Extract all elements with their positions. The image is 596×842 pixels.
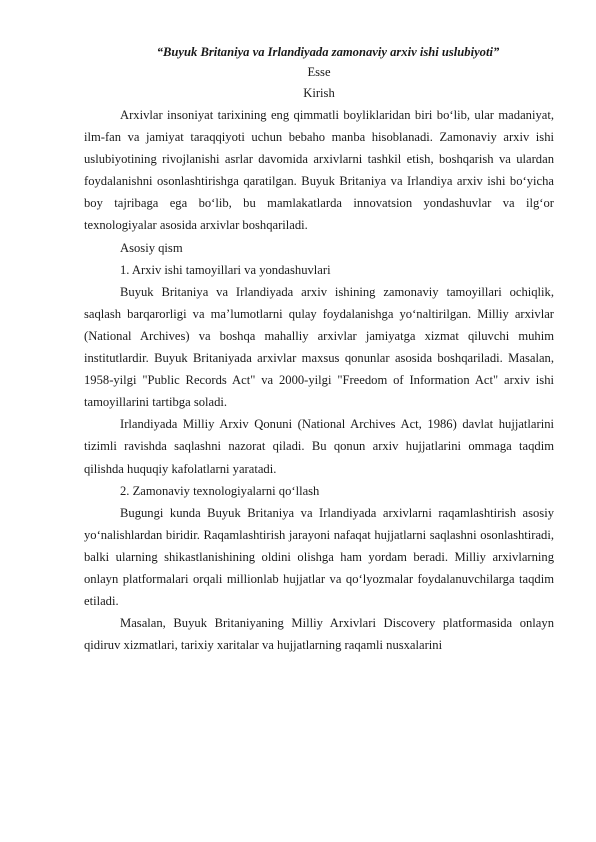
document-page [84,42,554,656]
main-section-heading: Asosiy qism [120,240,183,255]
genre-label: Esse [307,65,331,79]
section2-paragraph-1: Bugungi kunda Buyuk Britaniya va Irlandiyada arxivlarni raqamlashtirish asosiy yo‘nalishlardan biridir. Raqamlashtirish jarayoni nafaqat hujjatlarni saqlashni osonlashtiradi, balki ularning shikastlanishining oldini olishga ham yordam beradi. Milliy arxivlarning onlayn platformalari orqali millionlab hujjatlar va qo‘lyozmalar foydalanuvchilarga taqdim etiladi. [84,505,554,609]
intro-heading: Kirish [303,86,335,100]
document-title: “Buyuk Britaniya va Irlandiyada zamonaviy arxiv ishi uslubiyoti” [156,45,500,59]
section2-heading: 2. Zamonaviy texnologiyalarni qo‘llash [120,483,320,498]
section1-heading: 1. Arxiv ishi tamoyillari va yondashuvlari [120,262,331,277]
section1-paragraph-1: Buyuk Britaniya va Irlandiyada arxiv ishining zamonaviy tamoyillari ochiqlik, saqlash barqarorligi va ma’lumotlarni qulay foydalanishga yo‘naltirilgan. Milliy arxivlar (National Archives) va boshqa mahalliy arxivlar jamiyatga xizmat qiluvchi muhim institutlardir. Buyuk Britaniyada arxivlar maxsus qonunlar asosida boshqariladi. Masalan, 1958-yilgi "Public Records Act" va 2000-yilgi "Freedom of Information Act" arxiv ishi tamoyillarini tartibga soladi. [84,284,554,410]
section2-paragraph-2: Masalan, Buyuk Britaniyaning Milliy Arxivlari Discovery platformasida onlayn qidiruv xizmatlari, tarixiy xaritalar va hujjatlarning raqamli nusxalarini [84,616,554,653]
section1-paragraph-2: Irlandiyada Milliy Arxiv Qonuni (National Archives Act, 1986) davlat hujjatlarini tizimli ravishda saqlashni nazorat qiladi. Bu qonun arxiv hujjatlarini ommaga taqdim qilishda huquqiy kafolatlarni yaratadi. [84,417,554,476]
intro-paragraph: Arxivlar insoniyat tarixining eng qimmatli boyliklaridan biri bo‘lib, ular madaniyat, ilm-fan va jamiyat taraqqiyoti uchun bebaho manba hisoblanadi. Zamonaviy arxiv ishi uslubiyotining rivojlanishi asrlar davomida arxivlarni tashkil etish, boshqarish va ulardan foydalanishni osonlashtirishga qaratilgan. Buyuk Britaniya va Irlandiya arxiv ishi bo‘yicha boy tajribaga ega bo‘lib, bu mamlakatlarda innovatsion yondashuvlar va ilg‘or texnologiyalar asosida arxivlar boshqariladi. [84,108,554,233]
